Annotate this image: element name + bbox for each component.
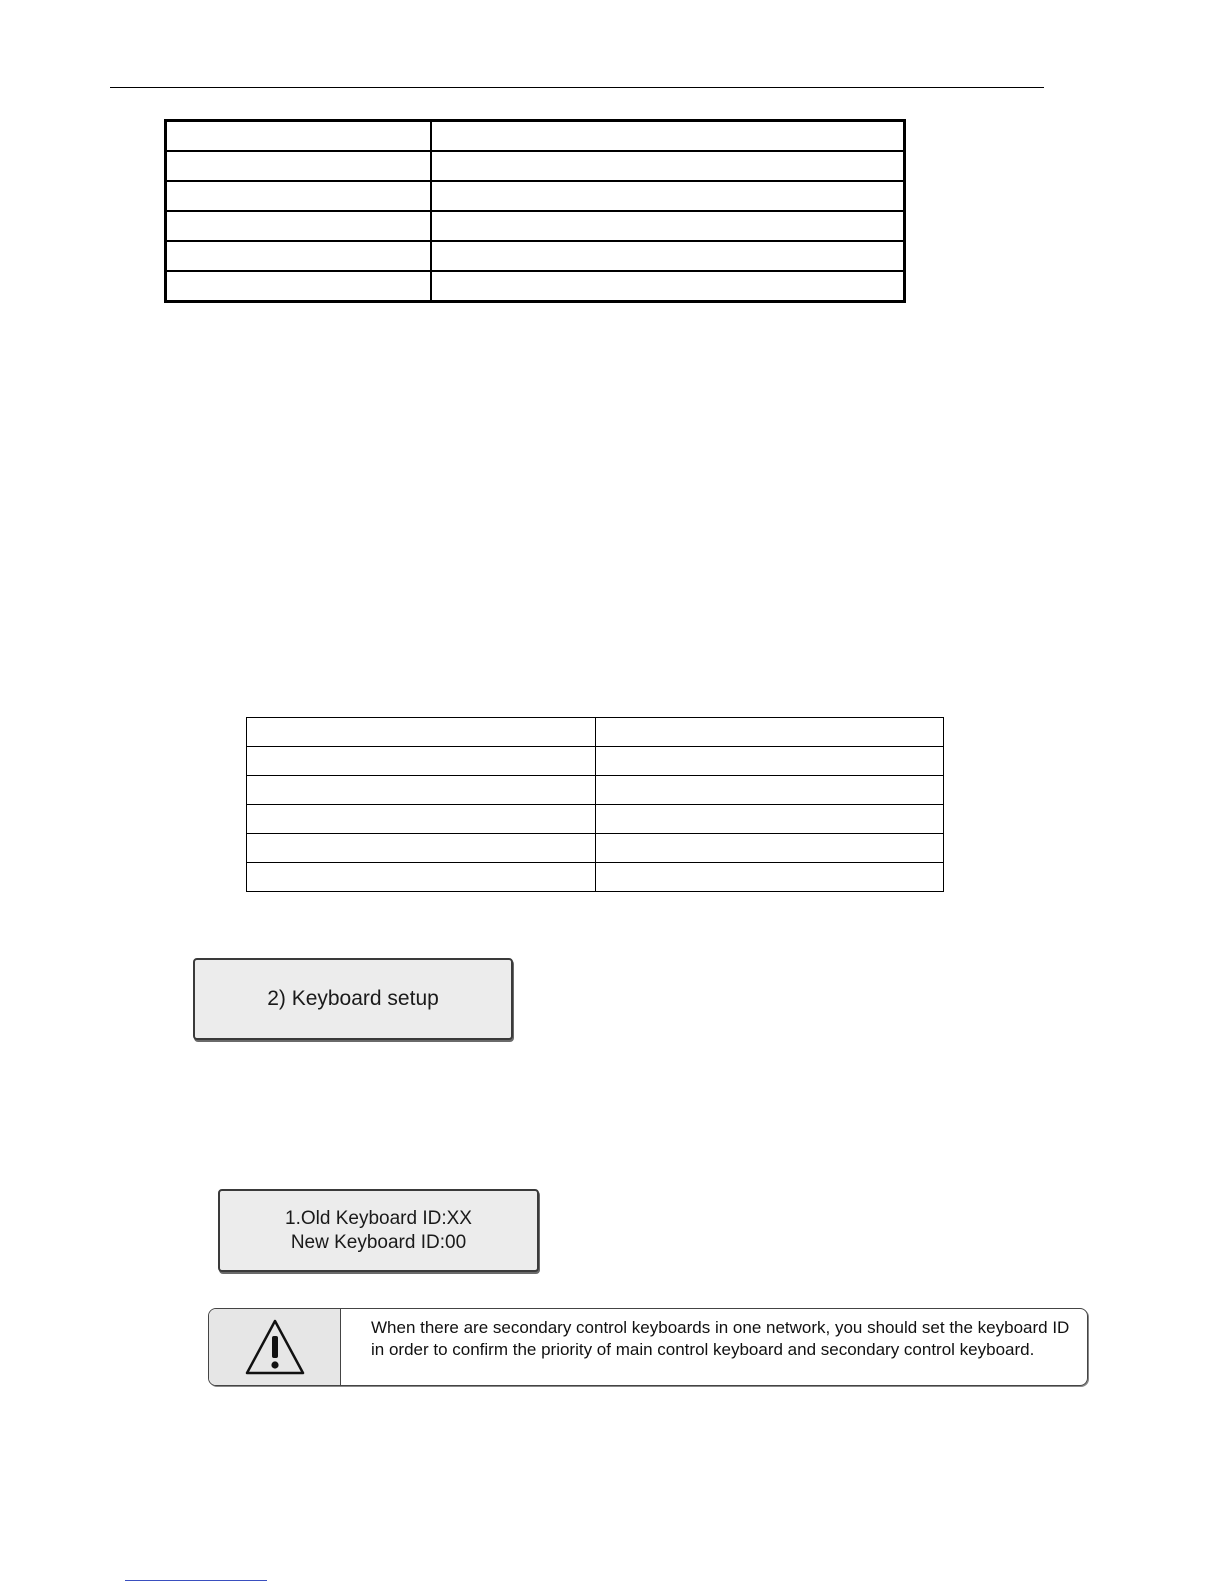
caution-note: [208, 1308, 1088, 1386]
lcd-line-2: New Keyboard ID:00: [290, 1231, 467, 1253]
caution-icon-cell: [209, 1309, 341, 1385]
table-cell: [166, 211, 431, 241]
table-cell: [431, 211, 905, 241]
table-row: [247, 747, 944, 776]
table-row: [247, 805, 944, 834]
lcd-display-keyboard-id: [218, 1189, 539, 1272]
table-row: [166, 151, 905, 181]
table-cell: [166, 271, 431, 302]
table-cell: [247, 776, 596, 805]
table-cell: [596, 863, 944, 892]
table-row: [247, 718, 944, 747]
table-cell: [431, 151, 905, 181]
warning-triangle-icon: [244, 1318, 306, 1376]
table-cell: [596, 718, 944, 747]
table-cell: [431, 121, 905, 152]
table-row: [247, 776, 944, 805]
table-cell: [166, 181, 431, 211]
bottom-table: [246, 717, 944, 892]
top-table: [164, 119, 906, 303]
table-cell: [596, 805, 944, 834]
table-cell: [431, 181, 905, 211]
table-row: [166, 181, 905, 211]
lcd-display-menu: [193, 958, 513, 1040]
table-cell: [431, 271, 905, 302]
table-row: [166, 121, 905, 152]
table-cell: [166, 121, 431, 152]
table-cell: [247, 863, 596, 892]
table-row: [166, 211, 905, 241]
lcd-menu-text: 2) Keyboard setup: [267, 987, 439, 1010]
table-cell: [166, 151, 431, 181]
table-cell: [166, 241, 431, 271]
table-row: [247, 834, 944, 863]
table-row: [166, 271, 905, 302]
table-cell: [247, 834, 596, 863]
header-rule: [110, 87, 1044, 88]
table-cell: [431, 241, 905, 271]
lcd-line-1: 1.Old Keyboard ID:XX: [285, 1207, 472, 1229]
caution-text: When there are secondary control keyboards in one network, you should set the keyboard ID in order to confirm the priority of main control keyboard and secondary control keyboard.: [371, 1318, 1070, 1359]
footer-rule: [125, 1580, 267, 1581]
table-cell: [247, 805, 596, 834]
table-cell: [596, 776, 944, 805]
table-row: [166, 241, 905, 271]
table-cell: [247, 747, 596, 776]
table-cell: [247, 718, 596, 747]
table-row: [247, 863, 944, 892]
table-cell: [596, 747, 944, 776]
table-cell: [596, 834, 944, 863]
